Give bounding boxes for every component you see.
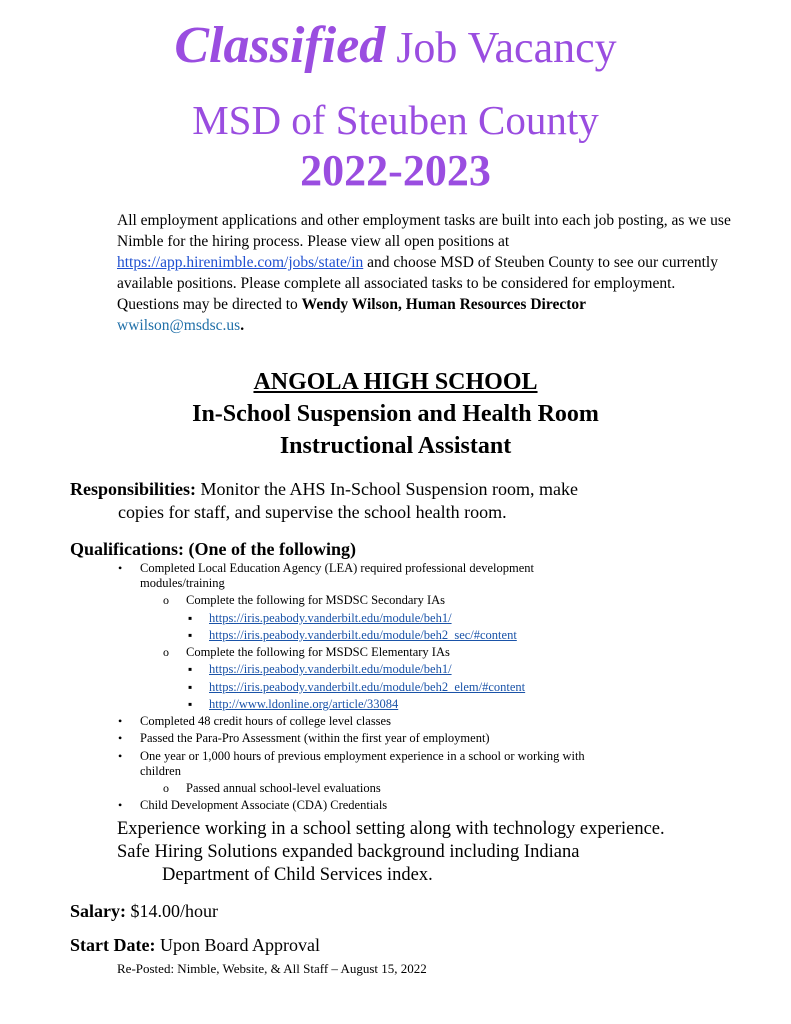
square-bullet-icon: ▪: [188, 628, 193, 642]
responsibilities-section: [70, 478, 710, 524]
district-name: MSD of Steuben County: [192, 97, 599, 143]
link-elem-beh2[interactable]: https://iris.peabody.vanderbilt.edu/module/beh2_elem/#content: [209, 680, 526, 694]
intro-paragraph: [117, 210, 737, 336]
link-sec-beh2[interactable]: https://iris.peabody.vanderbilt.edu/module/beh2_sec/#content: [209, 628, 517, 642]
list-item-lea-cont: modules/training: [140, 576, 225, 590]
start-date-row: [70, 934, 320, 956]
square-bullet-icon: ▪: [188, 611, 193, 625]
responsibilities-line2: copies for staff, and supervise the school health room.: [118, 502, 507, 522]
start-date-label: Start Date:: [70, 935, 156, 955]
qualifications-heading: [70, 538, 356, 560]
circle-bullet-icon: o: [163, 593, 169, 607]
list-item-credits: Completed 48 credit hours of college level classes: [140, 714, 391, 728]
square-bullet-icon: ▪: [188, 680, 193, 694]
nimble-jobs-link[interactable]: https://app.hirenimble.com/jobs/state/in: [117, 254, 364, 271]
bullet-icon: •: [118, 714, 123, 728]
requirement-line3: Department of Child Services index.: [162, 865, 433, 885]
qualifications-qualifier: (One of the following): [184, 539, 356, 559]
title-rest: Job Vacancy: [385, 23, 617, 72]
requirement-line2: Safe Hiring Solutions expanded background including Indiana: [117, 842, 580, 862]
list-item-elementary: Complete the following for MSDSC Elementary IAs: [186, 645, 450, 659]
responsibilities-line1: Monitor the AHS In-School Suspension room, make: [196, 479, 579, 499]
link-sec-beh1[interactable]: https://iris.peabody.vanderbilt.edu/module/beh1/: [209, 611, 452, 625]
list-item-experience-cont: children: [140, 764, 181, 778]
school-year: 2022-2023: [300, 146, 491, 195]
list-item-lea: Completed Local Education Agency (LEA) required professional development: [140, 561, 534, 575]
qualifications-label: Qualifications:: [70, 539, 185, 559]
position-title-line1: In-School Suspension and Health Room: [192, 401, 599, 427]
link-elem-beh1[interactable]: https://iris.peabody.vanderbilt.edu/module/beh1/: [209, 662, 452, 676]
requirement-line1: Experience working in a school setting along with technology experience.: [117, 819, 665, 839]
position-title-line2: Instructional Assistant: [279, 433, 512, 459]
intro-text-2: and choose MSD of Steuben County to see our currently available positions. Please complete all associated tasks to be considered for employment.: [117, 254, 718, 292]
bullet-icon: •: [118, 749, 123, 763]
list-item-secondary: Complete the following for MSDSC Secondary IAs: [186, 593, 446, 607]
list-item-evaluations: Passed annual school-level evaluations: [186, 781, 381, 795]
questions-text: Questions may be directed to: [117, 296, 302, 313]
list-item-experience: One year or 1,000 hours of previous employment experience in a school or working with: [140, 749, 585, 763]
square-bullet-icon: ▪: [188, 662, 193, 676]
link-ldonline[interactable]: http://www.ldonline.org/article/33084: [209, 697, 399, 711]
page-title: [0, 18, 791, 76]
bullet-icon: •: [118, 561, 123, 575]
reposted-note: Re-Posted: Nimble, Website, & All Staff – August 15, 2022: [117, 961, 427, 976]
hr-contact: Wendy Wilson, Human Resources Director: [301, 296, 586, 313]
salary-row: [70, 900, 218, 922]
circle-bullet-icon: o: [163, 645, 169, 659]
salary-label: Salary:: [70, 901, 126, 921]
intro-text-1: All employment applications and other employment tasks are built into each job posting, as we use Nimble for the hiring process. Please view all open positions at: [117, 212, 731, 250]
bullet-icon: •: [118, 731, 123, 745]
salary-value: $14.00/hour: [126, 901, 218, 921]
hr-email-link[interactable]: wwilson@msdsc.us: [117, 317, 241, 334]
circle-bullet-icon: o: [163, 781, 169, 795]
title-emphasis: Classified: [174, 17, 386, 74]
bullet-icon: •: [118, 798, 123, 812]
email-period: .: [240, 317, 245, 334]
responsibilities-label: Responsibilities:: [70, 479, 197, 499]
additional-requirements: [117, 818, 777, 887]
list-item-cda: Child Development Associate (CDA) Credentials: [140, 798, 388, 812]
start-date-value: Upon Board Approval: [155, 935, 320, 955]
list-item-parapro: Passed the Para-Pro Assessment (within the first year of employment): [140, 731, 490, 745]
school-name: ANGOLA HIGH SCHOOL: [253, 369, 538, 395]
square-bullet-icon: ▪: [188, 697, 193, 711]
